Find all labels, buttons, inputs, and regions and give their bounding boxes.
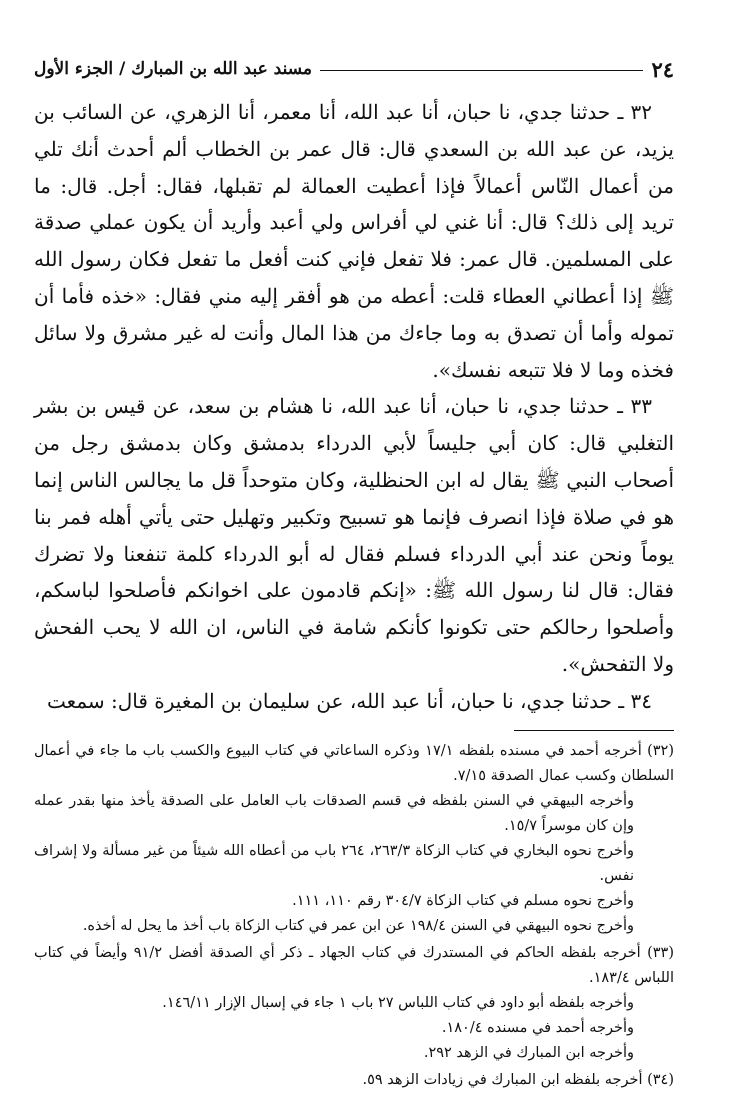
- footnote-line: وأخرجه ابن المبارك في الزهد ٢٩٢.: [423, 1044, 634, 1061]
- footnote-34: [34, 1068, 674, 1093]
- footnote-line: وأخرجه بلفظه أبو داود في كتاب اللباس ٢٧ باب ١ جاء في إسبال الإزار ١٤٦/١١.: [162, 994, 634, 1011]
- footnotes: [34, 739, 674, 1093]
- footnote-line: وأخرج نحوه مسلم في كتاب الزكاة ٣٠٤/٧ رقم ١١٠، ١١١.: [292, 892, 634, 909]
- running-header: [34, 52, 674, 86]
- footnote-line: وأخرج نحوه البخاري في كتاب الزكاة ٢٦٣/٣، ٢٦٤ باب من أعطاه الله شيئاً من غير مسألة ولا إشراف نفس.: [34, 842, 634, 884]
- hadith-paragraph: ٣٤ ـ حدثنا جدي، نا حبان، أنا عبد الله، عن سليمان بن المغيرة قال: سمعت: [47, 688, 652, 713]
- footnote-line: وأخرج نحوه البيهقي في السنن ١٩٨/٤ عن ابن عمر في كتاب الزكاة باب أخذ ما يحل له أخذه.: [82, 917, 634, 934]
- footnote-33: [34, 941, 674, 1066]
- footnote-separator: [514, 730, 674, 731]
- footnote-line: وأخرجه البيهقي في السنن بلفظه في قسم الصدقات باب العامل على الصدقة يأخذ منها بقدر عمله وإن كان موسراً ١٥/٧.: [34, 792, 634, 834]
- running-title: مسند عبد الله بن المبارك / الجزء الأول: [34, 59, 312, 79]
- hadith-paragraph: ٣٣ ـ حدثنا جدي، نا حبان، أنا عبد الله، نا هشام بن سعد، عن قيس بن بشر التغلبي قال: كان أبي جليساً لأبي الدرداء بدمشق وكان بدمشق رجل من أصحاب النبي ﷺ يقال له ابن الحنظلية، وكان متوحداً قل ما يجالس الناس إنما هو في صلاة فإذا انصرف فإنما هو تسبيح وتكبير وتهليل حتى يأتي أهله فمر بنا يوماً ونحن عند أبي الدرداء فسلم فقال له أبو الدرداء كلمة تنفعنا ولا تضرك فقال: قال لنا رسول الله ﷺ: «إنكم قادمون على اخوانكم فأصلحوا لباسكم، وأصلحوا رحالكم حتى تكونوا كأنكم شامة في الناس، ان الله لا يحب الفحش ولا التفحش».: [34, 394, 674, 676]
- footnote-line: (٣٢) أخرجه أحمد في مسنده بلفظه ١٧/١ وذكره الساعاتي في كتاب البيوع والكسب باب ما جاء في أعمال السلطان وكسب عمال الصدقة ٧/١٥.: [34, 742, 674, 784]
- header-rule: [320, 70, 643, 71]
- footnote-32: [34, 739, 674, 939]
- main-text: [34, 94, 674, 720]
- footnote-line: (٣٣) أخرجه بلفظه الحاكم في المستدرك في كتاب الجهاد ـ ذكر أي الصدقة أفضل ٩١/٢ وأيضاً في كتاب اللباس ١٨٣/٤.: [34, 944, 674, 986]
- footnote-line: وأخرجه أحمد في مسنده ١٨٠/٤.: [441, 1019, 634, 1036]
- hadith-paragraph: ٣٢ ـ حدثنا جدي، نا حبان، أنا عبد الله، أنا معمر، أنا الزهري، عن السائب بن يزيد، عن عبد الله بن السعدي قال: قال عمر بن الخطاب ألم أحدث أنك تلي من أعمال النّاس أعمالاً فإذا أعطيت العمالة لم تقبلها، فقال: أجل. قال: ما تريد إلى ذلك؟ قال: أنا غني لي أفراس ولي أعبد وأريد أن يكون عملي صدقة على المسلمين. قال عمر: فلا تفعل فإني كنت أفعل ما تفعل فكان رسول الله ﷺ إذا أعطاني العطاء قلت: أعطه من هو أفقر إليه مني فقال: «خذه فأما أن تموله وأما أن تصدق به وما جاءك من هذا المال وأنت له غير مشرق ولا سائل فخذه وما لا فلا تتبعه نفسك».: [34, 100, 674, 382]
- page-number: ٢٤: [651, 56, 674, 82]
- footnote-line: (٣٤) أخرجه بلفظه ابن المبارك في زيادات الزهد ٥٩.: [362, 1071, 674, 1088]
- document-page: [34, 52, 674, 1088]
